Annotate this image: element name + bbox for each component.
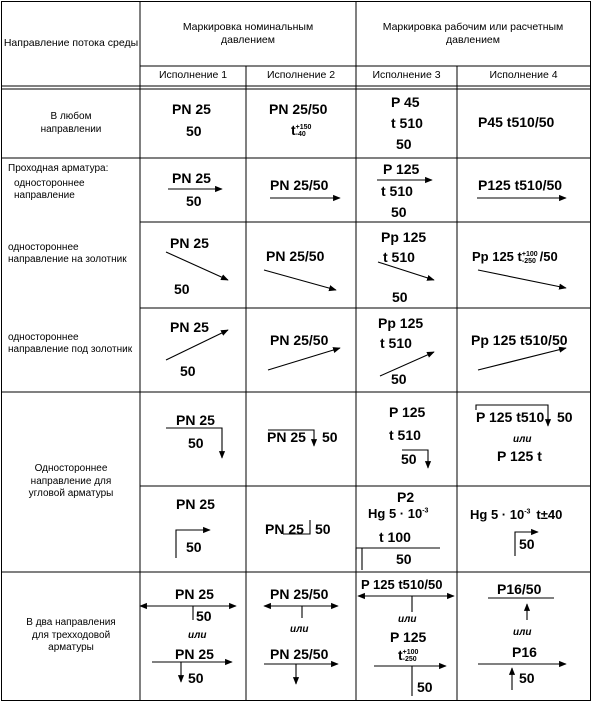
header-execution-1: Исполнение 1 (158, 69, 228, 82)
r1-e2-limits (296, 124, 312, 138)
r3-e3-line1: Pp 125 (381, 229, 427, 245)
r6-e4-line3: 50 (519, 670, 535, 686)
r5a-e4-line2: 50 (557, 409, 573, 425)
row-one-way-label: одностороннее направление (14, 177, 85, 201)
r2-e1-line1: PN 25 (172, 170, 211, 186)
row-toward-spool-label: одностороннее направление на золотник (8, 241, 127, 265)
r1-e2-line1: PN 25/50 (269, 101, 328, 117)
r5b-e3-exp: -3 (422, 507, 429, 515)
row-any-direction-label: В любом направлении (40, 111, 102, 135)
header-execution-4: Исполнение 4 (489, 69, 558, 82)
r5a-e3-line3: 50 (401, 451, 417, 467)
r2-e4-line1: P125 t510/50 (478, 177, 563, 193)
r2-e3-line1: P 125 (383, 161, 420, 177)
header-execution-2: Исполнение 2 (266, 69, 336, 82)
r6-e1-line1: PN 25 (175, 586, 214, 602)
r4-e1-line2: 50 (180, 363, 196, 379)
header-flow-direction-text: Направление потока среды (3, 37, 139, 50)
r6-e3-line3 (398, 648, 418, 663)
r5a-e3-line2: t 510 (389, 427, 421, 443)
r3-e3-line3: 50 (392, 289, 408, 305)
r5b-e1-line1: PN 25 (176, 496, 215, 512)
header-execution-3: Исполнение 3 (372, 69, 441, 82)
r5b-e3-line1: P2 (397, 489, 415, 505)
r3-e4-limits (522, 251, 538, 265)
r5b-e3-line2 (368, 507, 428, 520)
r5b-e3-hg: Hg 5 · 10 (368, 506, 423, 521)
r5b-e4-line2: 50 (519, 536, 535, 552)
r3-e4-text: Pp 125 t (472, 249, 522, 264)
r1-e4-line1: P45 t510/50 (478, 114, 555, 130)
r5b-e2-line1: PN 25 (265, 521, 304, 537)
r5a-e4-or: или (513, 434, 532, 445)
r5b-e3-line4: 50 (396, 551, 412, 567)
r5b-e4-temp: t±40 (536, 507, 563, 522)
r6-e3-t: t (398, 647, 403, 663)
r5b-e3-line3: t 100 (379, 529, 411, 545)
r1-e2-line2 (291, 123, 311, 138)
r3-e4-sub: -250 (521, 257, 536, 265)
r6-e1-line4: 50 (188, 670, 204, 686)
r5a-e2-line2: 50 (322, 429, 338, 445)
r5a-e4-line1: P 125 t510 (476, 409, 545, 425)
r6-e2-line2: PN 25/50 (270, 646, 329, 662)
r6-e3-sup: +100 (402, 649, 419, 657)
row-through-fittings-label: Проходная арматура: (8, 162, 109, 174)
r4-e2-line1: PN 25/50 (270, 332, 329, 348)
r6-e3-line4: 50 (417, 679, 433, 695)
r6-e1-line2: 50 (196, 608, 212, 624)
r4-e1-line1: PN 25 (170, 319, 209, 335)
r5a-e3-line1: P 125 (389, 404, 426, 420)
r6-e1-line3: PN 25 (175, 646, 214, 662)
r6-e3-limits (403, 649, 419, 663)
r4-e3-line2: t 510 (380, 335, 412, 351)
r1-e2-sup: +150 (295, 124, 312, 132)
r3-e1-line2: 50 (174, 281, 190, 297)
r5b-e4-exp: -3 (524, 508, 531, 516)
r5b-e4-line1 (470, 508, 562, 521)
r6-e4-line1: P16/50 (497, 581, 542, 597)
r6-e3-or: или (398, 614, 417, 625)
r2-e3-line3: 50 (391, 204, 407, 220)
r2-e3-line2: t 510 (381, 183, 413, 199)
r4-e3-line3: 50 (391, 371, 407, 387)
r1-e1-line2: 50 (186, 123, 202, 139)
header-working-marking-text: Маркировка рабочим или расчетным давлением (382, 20, 564, 46)
r3-e4-sup: +100 (521, 250, 538, 258)
r3-e4-line1 (472, 250, 558, 265)
r6-e2-line1: PN 25/50 (270, 586, 329, 602)
r3-e1-line1: PN 25 (170, 235, 209, 251)
r5a-e4-line3: P 125 t (497, 448, 542, 464)
r5b-e1-line2: 50 (186, 539, 202, 555)
r1-e1-line1: PN 25 (172, 101, 211, 117)
r6-e3-line2: P 125 (390, 629, 427, 645)
r1-e3-line2: t 510 (391, 115, 423, 131)
r6-e4-line2: P16 (512, 644, 537, 660)
header-nominal-marking-text: Маркировка номинальным давлением (182, 20, 314, 46)
header-nominal-marking (140, 2, 356, 66)
r3-e4-suffix: /50 (539, 249, 558, 264)
r3-e2-line1: PN 25/50 (266, 248, 325, 264)
r6-e2-or: или (290, 624, 309, 635)
r4-e3-line1: Pp 125 (378, 315, 424, 331)
r6-e3-sub: -250 (402, 656, 417, 664)
r1-e2-t: t (291, 122, 296, 138)
r4-e4-line1: Pp 125 t510/50 (471, 332, 568, 348)
r1-e3-line3: 50 (396, 136, 412, 152)
row-under-spool-label: одностороннее направление под золотник (8, 331, 133, 355)
r2-e2-line1: PN 25/50 (270, 177, 329, 193)
r5a-e1-line1: PN 25 (176, 412, 215, 428)
r6-e4-or: или (513, 627, 532, 638)
row-angle-fittings-label: Одностороннее направление для угловой арматуры (28, 463, 114, 500)
r1-e2-sub: -40 (295, 131, 306, 139)
r1-e3-line1: P 45 (391, 94, 420, 110)
r3-e3-line2: t 510 (383, 249, 415, 265)
r5b-e4-hg: Hg 5 · 10 (470, 507, 525, 522)
r5a-e1-line2: 50 (188, 435, 204, 451)
header-working-marking (356, 2, 590, 66)
r6-e3-line1: P 125 t510/50 (361, 577, 443, 592)
row-two-way-label: В два направления для трехходовой арматуры (26, 617, 116, 654)
r5b-e2-line2: 50 (315, 521, 331, 537)
header-flow-direction (2, 2, 140, 86)
r2-e1-line2: 50 (186, 193, 202, 209)
r6-e1-or: или (188, 630, 207, 641)
r5a-e2-line1: PN 25 (267, 429, 306, 445)
